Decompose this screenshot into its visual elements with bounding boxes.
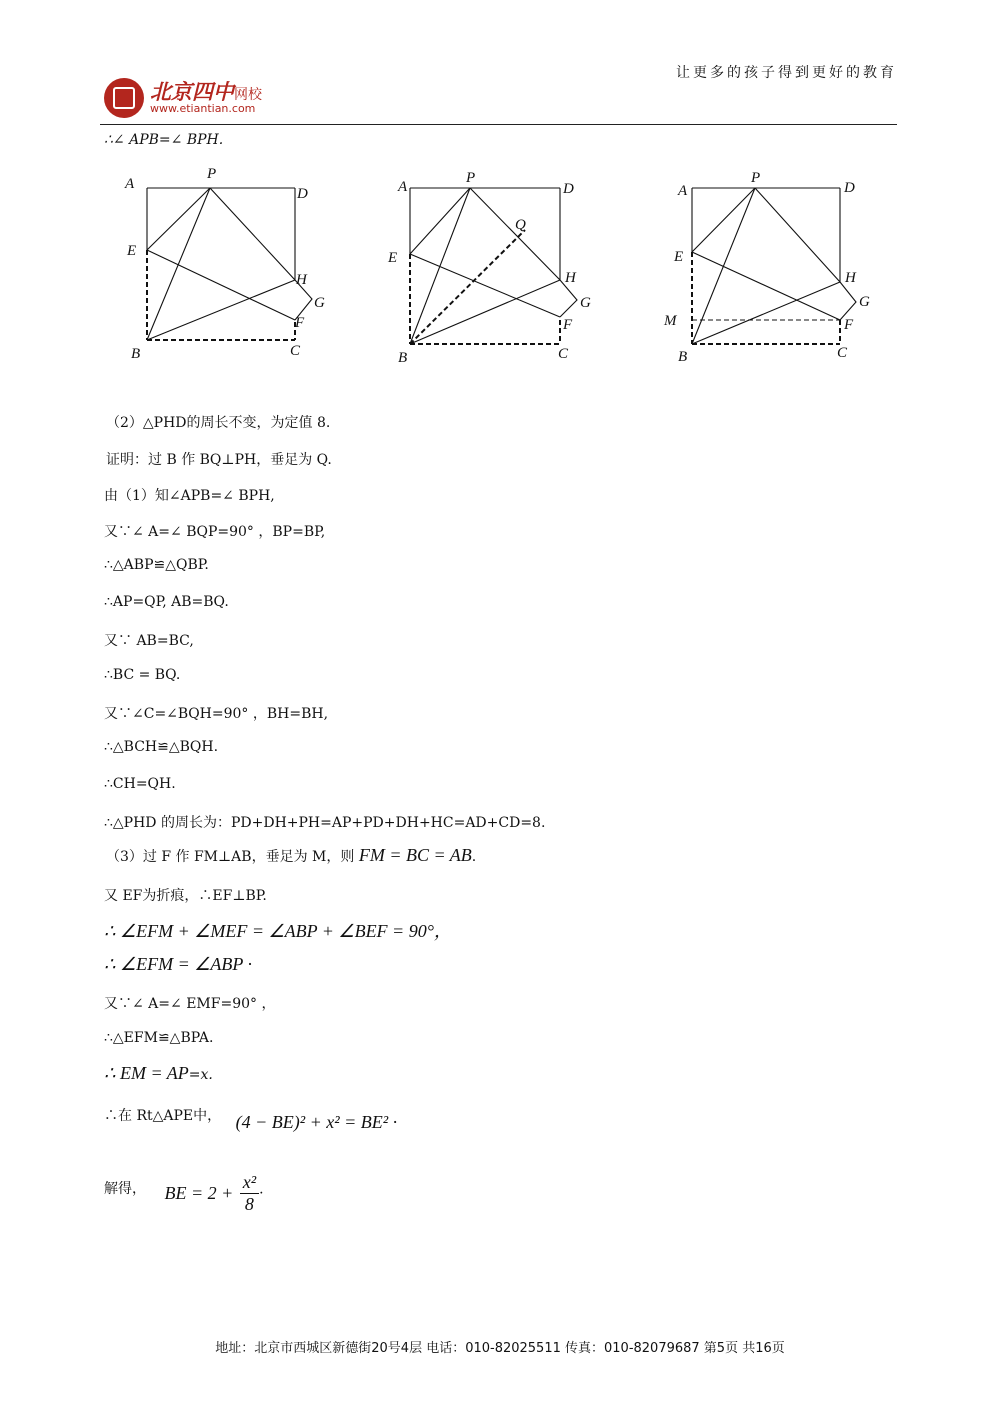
text-line: 又∵∠C=∠BQH=90° ，BH=BH,: [104, 706, 329, 722]
label: P: [466, 170, 476, 186]
label: F: [563, 317, 573, 333]
label: D: [844, 180, 855, 196]
label: Q: [515, 217, 526, 233]
math-line: ∴ ∠EFM + ∠MEF = ∠ABP + ∠BEF = 90°，: [104, 921, 452, 941]
text-span: =x.: [188, 1067, 213, 1083]
slogan: 让更多的孩子得到更好的教育: [676, 65, 897, 81]
label: C: [837, 345, 848, 361]
text-line: [104, 1063, 213, 1084]
math-expression: ∴ EM = AP: [104, 1063, 189, 1083]
label: E: [674, 249, 684, 265]
fraction-denominator: 8: [244, 1194, 254, 1214]
label: P: [207, 166, 217, 182]
logo-name: 北京四中: [150, 80, 234, 105]
text-line: ∴BC = BQ.: [104, 667, 181, 683]
page-header: [100, 58, 897, 126]
math-expression: (4 − BE)² + x² = BE² ·: [235, 1112, 398, 1132]
logo-url: www.etiantian.com: [150, 102, 256, 116]
logo-sub: 网校: [234, 87, 262, 104]
logo-emblem-icon: [104, 78, 144, 118]
label: M: [664, 313, 677, 329]
label: P: [751, 170, 761, 186]
text-line: ∴CH=QH.: [104, 776, 176, 792]
label: D: [297, 186, 308, 202]
text-line: （2）△PHD的周长不变，为定值 8.: [106, 415, 331, 431]
text-line: 又 EF为折痕，∴EF⊥BP.: [104, 888, 267, 904]
figure-3: [663, 170, 870, 365]
math-line: ∴ ∠EFM = ∠ABP ·: [104, 954, 253, 974]
text-span: 解得，: [104, 1181, 146, 1197]
text-line: 证明：过 B 作 BQ⊥PH，垂足为 Q.: [106, 452, 332, 468]
text-line: 又∵∠ A=∠ EMF=90° ，: [104, 996, 276, 1012]
label: G: [580, 295, 591, 311]
text-line: ∴△EFM≌△BPA.: [104, 1030, 214, 1046]
label: B: [131, 346, 141, 362]
text-line: [104, 1172, 264, 1215]
label: F: [844, 317, 854, 333]
text-line: ∴△BCH≌△BQH.: [104, 739, 219, 755]
label: A: [398, 179, 408, 195]
text-line: 又∵∠ A=∠ BQP=90° ，BP=BP,: [104, 524, 326, 540]
label: G: [859, 294, 870, 310]
label: H: [565, 270, 576, 286]
label: A: [125, 176, 135, 192]
text-span: ∴在 Rt△APE中，: [104, 1108, 222, 1124]
text-line: ∴AP=QP, AB=BQ.: [104, 594, 229, 610]
page-footer: 地址：北京市西城区新德街20号4层 电话：010-82025511 传真：010-82079687 第5页 共16页: [215, 1341, 785, 1356]
label: C: [290, 343, 301, 359]
label: E: [127, 243, 137, 259]
text-line: ∴△PHD 的周长为：PD+DH+PH=AP+PD+DH+HC=AD+CD=8.: [104, 815, 546, 831]
label: A: [678, 183, 688, 199]
text-line: [106, 845, 476, 866]
label: H: [296, 272, 307, 288]
label: B: [398, 350, 408, 366]
label: H: [845, 270, 856, 286]
label: D: [563, 181, 574, 197]
label: E: [388, 250, 398, 266]
label: B: [678, 349, 688, 365]
text-line: [104, 1104, 398, 1132]
math-expression: BE = 2 +: [164, 1183, 234, 1203]
figure-1: [124, 166, 325, 362]
text-line: 又∵ AB=BC,: [104, 633, 194, 649]
label: F: [295, 315, 305, 331]
text-span: ·: [259, 1185, 264, 1202]
text-span: （3）过 F 作 FM⊥AB，垂足为 M，则: [106, 849, 355, 865]
header-rule: [100, 124, 897, 125]
geometry-figures: [115, 162, 875, 372]
text-line: ∴△ABP≌△QBP.: [104, 557, 209, 573]
fraction: [240, 1172, 259, 1215]
text-span: .: [471, 849, 477, 865]
fraction-numerator: x²: [240, 1172, 259, 1194]
text-line: ∴∠ APB=∠ BPH.: [104, 132, 224, 148]
school-logo: [104, 78, 262, 118]
label: C: [558, 346, 569, 362]
label: G: [314, 295, 325, 311]
math-expression: FM = BC = AB: [358, 845, 472, 865]
text-line: 由（1）知∠APB=∠ BPH,: [104, 488, 275, 504]
figure-2: [387, 170, 591, 366]
